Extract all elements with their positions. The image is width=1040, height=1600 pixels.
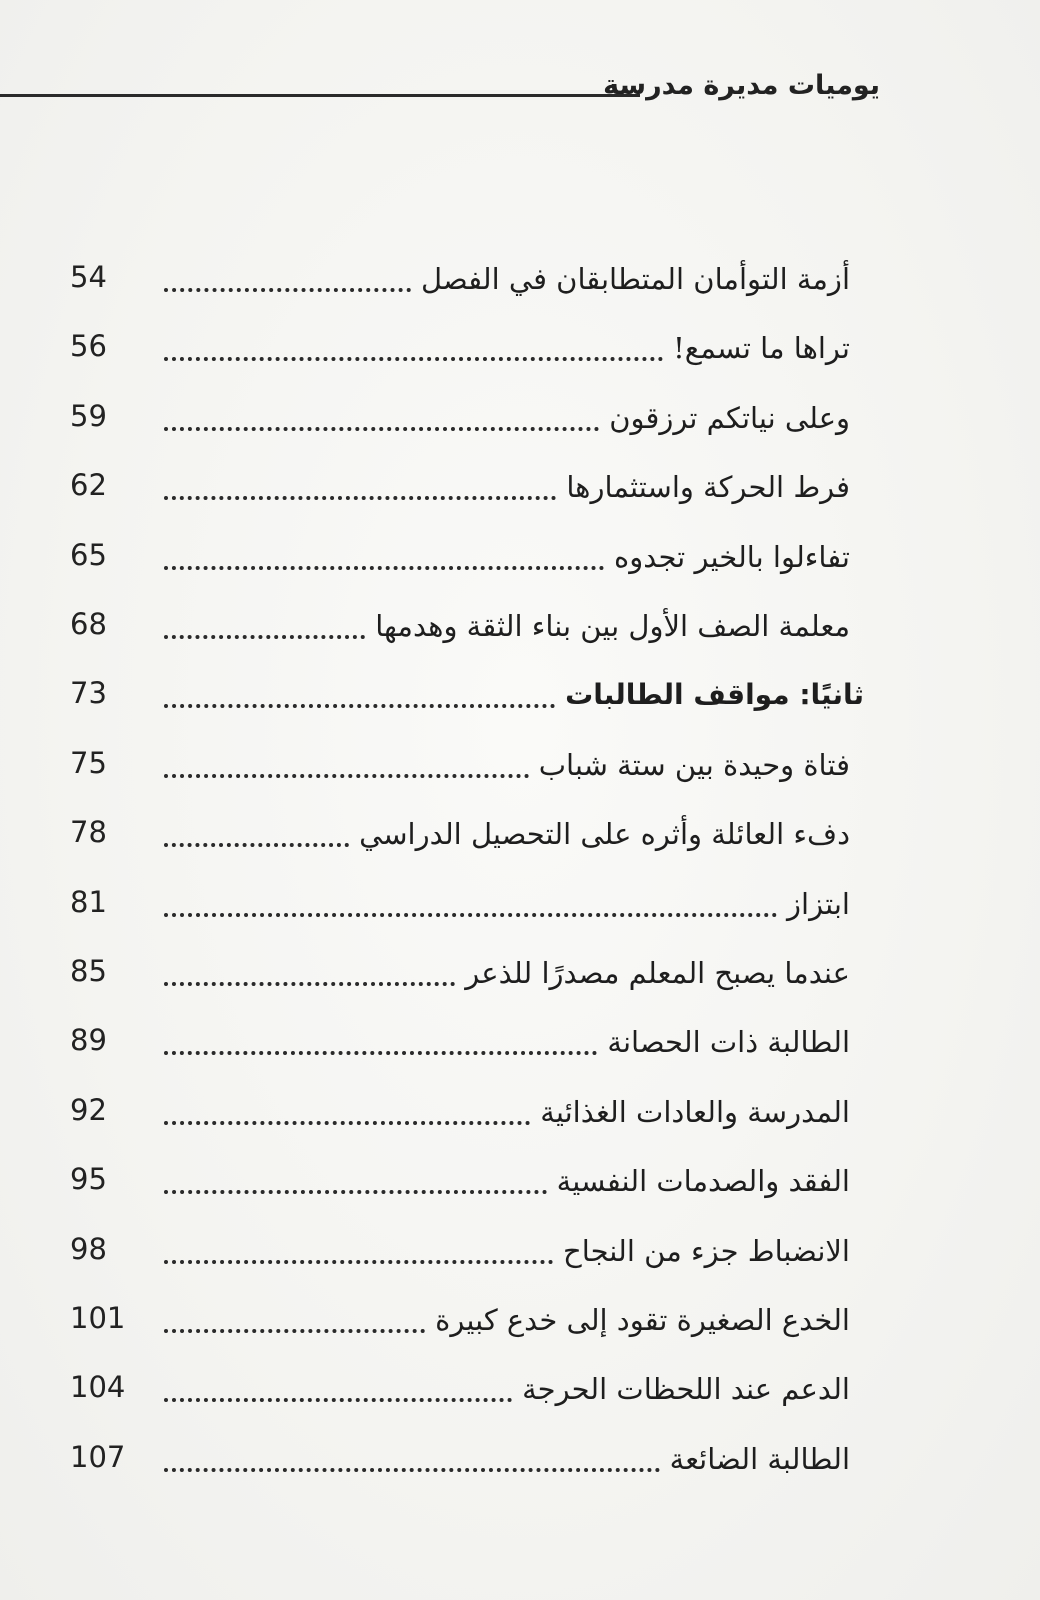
toc-leader-dots <box>164 698 555 708</box>
toc-leader-dots <box>164 1254 553 1264</box>
book-title: يوميات مديرة مدرسة <box>603 70 880 101</box>
toc-leader-dots <box>164 837 349 847</box>
toc-entry <box>0 1015 1040 1085</box>
toc-entry-title: الطالبة ذات الحصانة <box>607 1025 850 1060</box>
toc-leader-dots <box>164 421 599 431</box>
toc-page-number: 95 <box>70 1162 107 1197</box>
toc-entry <box>0 738 1040 808</box>
toc-entry-title: فتاة وحيدة بين ستة شباب <box>538 747 850 782</box>
toc-entry-title: معلمة الصف الأول بين بناء الثقة وهدمها <box>375 609 850 643</box>
toc-entry <box>0 391 1040 461</box>
toc-entry <box>0 1224 1040 1294</box>
toc-page-number: 65 <box>70 537 107 572</box>
toc-page-number: 68 <box>70 607 107 641</box>
toc-page-number: 107 <box>70 1439 126 1474</box>
toc-entry <box>0 877 1040 947</box>
toc-leader-dots <box>164 1115 530 1125</box>
toc-entry <box>0 460 1040 530</box>
toc-entry <box>0 1154 1040 1224</box>
toc-entry-title: وعلى نياتكم ترزقون <box>609 400 850 435</box>
toc-page-number: 81 <box>70 884 107 919</box>
toc-page-number: 62 <box>70 468 107 503</box>
toc-leader-dots <box>164 768 529 778</box>
toc-leader-dots <box>164 282 411 292</box>
toc-entry-title: تفاءلوا بالخير تجدوه <box>614 539 850 574</box>
toc-page-number: 92 <box>70 1092 107 1127</box>
toc-entry <box>0 321 1040 391</box>
toc-entry <box>0 599 1040 669</box>
toc-entry-title: تراها ما تسمع! <box>673 331 850 366</box>
toc-leader-dots <box>164 560 604 570</box>
toc-entry-title: أزمة التوأمان المتطابقان في الفصل <box>421 262 850 296</box>
toc-entry <box>0 946 1040 1016</box>
toc-entry-title: فرط الحركة واستثمارها <box>566 470 850 505</box>
toc-entry-title: ثانيًا: مواقف الطالبات <box>565 678 864 712</box>
toc-entry-title: المدرسة والعادات الغذائية <box>540 1094 850 1129</box>
toc-entry <box>0 807 1040 877</box>
toc-leader-dots <box>164 1323 425 1333</box>
toc-page-number: 101 <box>70 1301 126 1335</box>
toc-leader-dots <box>164 1462 660 1472</box>
toc-leader-dots <box>164 1184 547 1194</box>
toc-entry-title: دفء العائلة وأثره على التحصيل الدراسي <box>359 817 850 852</box>
toc-entry-title: الطالبة الضائعة <box>669 1441 850 1476</box>
toc-entry-title: الفقد والصدمات النفسية <box>556 1164 850 1199</box>
toc-page-number: 89 <box>70 1023 107 1058</box>
toc-page-number: 59 <box>70 398 107 433</box>
toc-page-number: 104 <box>70 1370 126 1405</box>
toc-entry-title: ابتزاز <box>787 886 850 921</box>
toc-entry <box>0 252 1040 322</box>
toc-entry-title: الخدع الصغيرة تقود إلى خدع كبيرة <box>435 1303 850 1337</box>
toc-entry <box>0 1293 1040 1363</box>
toc-page-number: 75 <box>70 745 107 780</box>
toc-leader-dots <box>164 1392 512 1402</box>
toc-entry <box>0 530 1040 600</box>
toc-page-number: 54 <box>70 260 107 294</box>
toc-page-number: 98 <box>70 1231 107 1266</box>
table-of-contents <box>0 252 1040 1522</box>
toc-leader-dots <box>164 490 556 500</box>
toc-page-number: 56 <box>70 329 107 364</box>
toc-leader-dots <box>164 1045 597 1055</box>
toc-entry <box>0 1085 1040 1155</box>
toc-entry-title: الانضباط جزء من النجاح <box>563 1233 850 1268</box>
toc-leader-dots <box>164 976 455 986</box>
toc-entry <box>0 1432 1040 1502</box>
header-rule <box>0 94 640 97</box>
toc-section-heading <box>0 668 1040 738</box>
toc-entry <box>0 1362 1040 1432</box>
toc-entry-title: عندما يصبح المعلم مصدرًا للذعر <box>465 956 850 990</box>
toc-leader-dots <box>164 629 365 639</box>
toc-leader-dots <box>164 351 663 361</box>
toc-page-number: 85 <box>70 954 107 988</box>
running-header <box>0 70 880 110</box>
toc-leader-dots <box>164 907 777 917</box>
toc-page-number: 78 <box>70 815 107 850</box>
toc-entry-title: الدعم عند اللحظات الحرجة <box>522 1372 850 1407</box>
toc-page-number: 73 <box>70 676 107 711</box>
